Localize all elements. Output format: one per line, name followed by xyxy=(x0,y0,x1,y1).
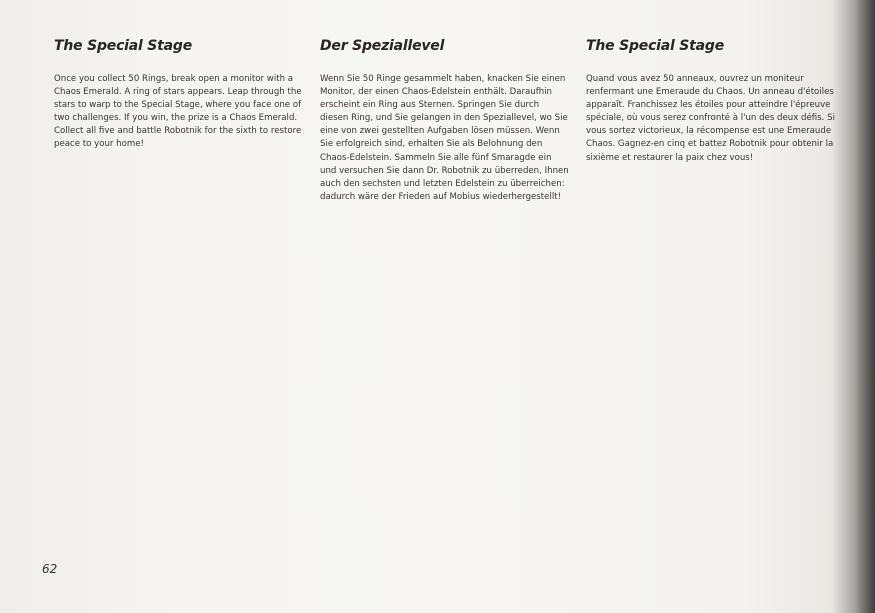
page-number: 62 xyxy=(42,562,58,576)
german-body-text: Wenn Sie 50 Ringe gesammelt haben, knacken Sie einen Monitor, der einen Chaos-Edelstein enthält. Daraufhin erscheint ein Ring aus Sternen. Springen Sie durch diesen Ring, und Sie gelangen in den Speziallevel, wo Sie eine von zwei gestellten Aufgaben lösen müssen. Wenn Sie erfolgreich sind, erhalten Sie als Belohnung den Chaos-Edelstein. Sammeln Sie alle fünf Smaragde ein und versuchen Sie dann Dr. Robotnik zu überreden, Ihnen auch den sechsten und letzten Edelstein zu überreichen: dadurch wäre der Frieden auf Mobius wiederhergestellt! xyxy=(320,74,569,202)
french-heading: The Special Stage xyxy=(586,38,725,54)
french-column xyxy=(586,38,838,165)
german-heading: Der Speziallevel xyxy=(320,38,445,54)
binding-shadow xyxy=(855,0,875,613)
english-column xyxy=(54,38,304,152)
english-heading: The Special Stage xyxy=(54,38,193,54)
french-body-text: Quand vous avez 50 anneaux, ouvrez un moniteur renfermant une Emeraude du Chaos. Un anneau d'étoiles apparaît. Franchissez les étoiles pour atteindre l'épreuve spéciale, où vous serez confronté à l'un des deux défis. Si vous sortez victorieux, la récompense est une Emeraude Chaos. Gagnez-en cinq et battez Robotnik pour obtenir la sixième et restaurer la paix chez vous! xyxy=(586,74,835,163)
german-column xyxy=(320,38,570,204)
english-body-text: Once you collect 50 Rings, break open a monitor with a Chaos Emerald. A ring of stars appears. Leap through the stars to warp to the Special Stage, where you face one of two challenges. If you win, the prize is a Chaos Emerald. Collect all five and battle Robotnik for the sixth to restore peace to your home! xyxy=(54,74,302,150)
